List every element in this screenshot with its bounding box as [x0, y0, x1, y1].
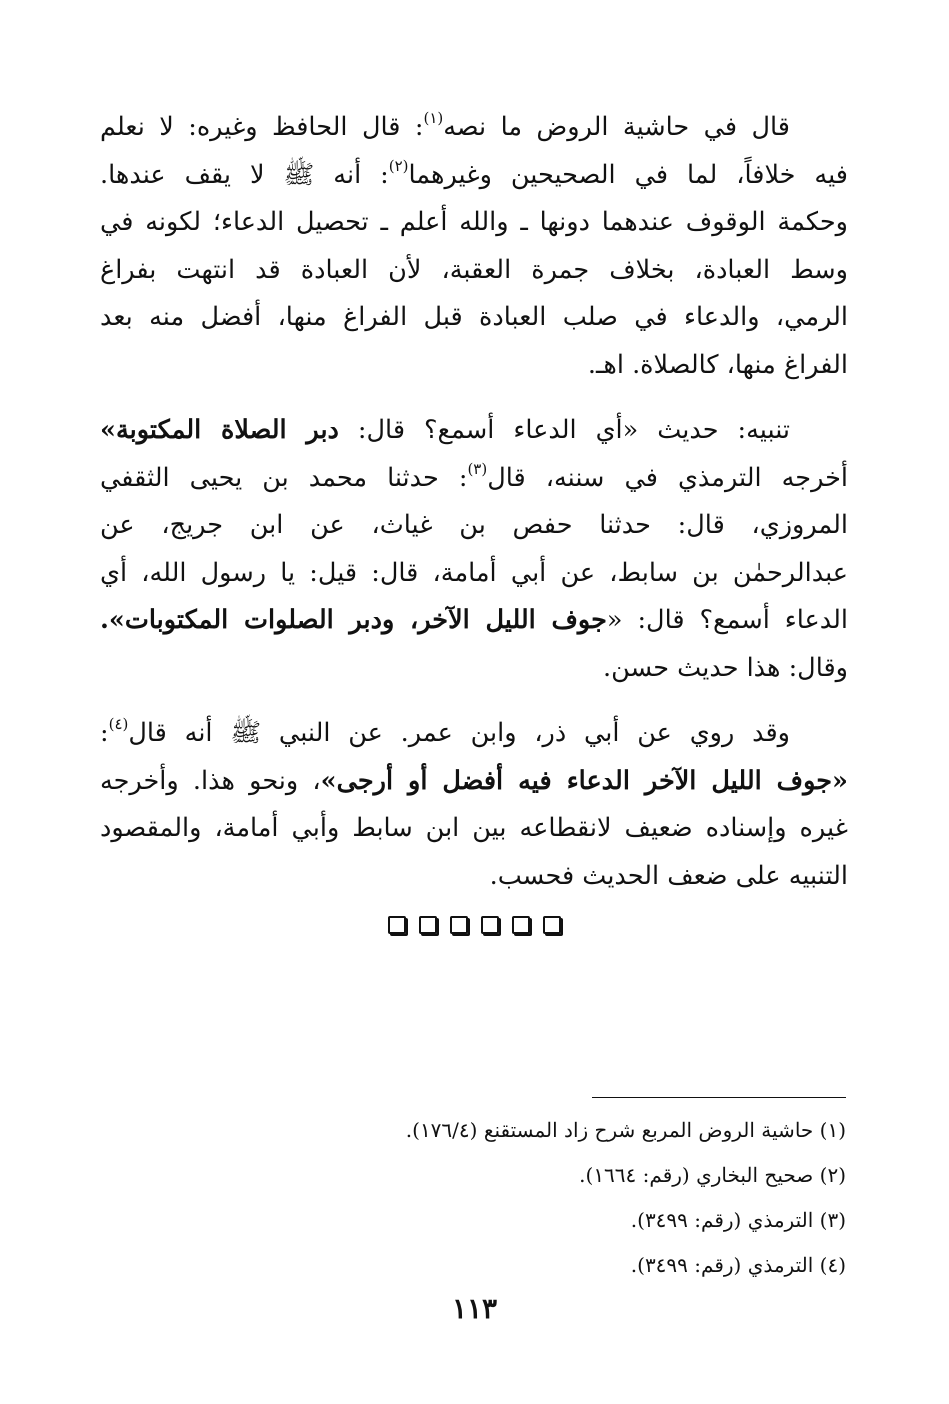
- footnote-1: (١) حاشية الروض المربع شرح زاد المستقنع (١٧٦/٤).: [405, 1118, 846, 1142]
- text-line: التنبيه على ضعف الحديث فحسب.: [489, 860, 848, 891]
- text-line: وقال: هذا حديث حسن.: [603, 652, 848, 683]
- footnote-2: (٢) صحيح البخاري (رقم: ١٦٦٤).: [579, 1163, 846, 1187]
- text-line: تنبيه: حديث «أي الدعاء أسمع؟ قال: دبر الصلاة المكتوبة»: [100, 415, 790, 445]
- footnote-3: (٣) الترمذي (رقم: ٣٤٩٩).: [630, 1208, 846, 1232]
- square-ornament-icon: [419, 916, 437, 934]
- paragraph-3: [100, 710, 848, 900]
- footnote-ref-4: (٤): [108, 715, 129, 733]
- paragraph-1: [100, 104, 848, 389]
- footnote-ref-1: (١): [423, 109, 444, 127]
- text-line: الرمي، والدعاء في صلب العبادة قبل الفراغ منها، أفضل منه بعد: [100, 302, 848, 332]
- square-ornament-icon: [450, 916, 468, 934]
- square-ornament-icon: [481, 916, 499, 934]
- text-line: غيره وإسناده ضعيف لانقطاعه بين ابن سابط وأبي أمامة، والمقصود: [100, 813, 848, 843]
- text-line: قال في حاشية الروض ما نصه$^{(١)}$: قال الحافظ وغيره: لا نعلم: [100, 109, 791, 142]
- text-line: أخرجه الترمذي في سننه، قال$^{(٣)}$: حدثنا محمد بن يحيى الثقفي: [100, 459, 848, 493]
- text-line: فيه خلافاً، لما في الصحيحين وغيرهما$^{(٢)}$: أنه ﷺ لا يقف عندها.: [100, 156, 848, 190]
- text-line: الدعاء أسمع؟ قال: «جوف الليل الآخر، ودبر الصلوات المكتوبات».: [100, 605, 848, 635]
- paragraph-2: [100, 407, 848, 692]
- text-line: وقد روي عن أبي ذر، وابن عمر. عن النبي ﷺ أنه قال$^{(٤)}$:: [100, 715, 790, 748]
- footnote-ref-2: (٢): [388, 156, 409, 175]
- text-line: «جوف الليل الآخر الدعاء فيه أفضل أو أرجى»، ونحو هذا. وأخرجه: [100, 765, 848, 796]
- page-number: ١١٣: [451, 1292, 498, 1325]
- footnote-4: (٤) الترمذي (رقم: ٣٤٩٩).: [630, 1253, 846, 1277]
- square-ornament-icon: [512, 916, 530, 934]
- text-line: عبدالرحمٰن بن سابط، عن أبي أمامة، قال: قيل: يا رسول الله، أي: [100, 557, 848, 588]
- square-ornament-icon: [388, 916, 406, 934]
- section-divider-ornament: [0, 916, 949, 934]
- footnote-ref-3: (٣): [467, 459, 488, 478]
- footnotes: [300, 1108, 846, 1288]
- text-line: وسط العبادة، بخلاف جمرة العقبة، لأن العبادة قد انتهت بفراغ: [100, 254, 848, 285]
- square-ornament-icon: [543, 916, 561, 934]
- text-line: المروزي، قال: حدثنا حفص بن غياث، عن ابن جريج، عن: [100, 510, 848, 540]
- footnote-separator: [592, 1097, 846, 1098]
- text-line: وحكمة الوقوف عندهما دونها ـ والله أعلم ـ تحصيل الدعاء؛ لكونه في: [100, 207, 848, 237]
- text-line: الفراغ منها، كالصلاة. اهـ.: [587, 349, 848, 380]
- main-text: [100, 104, 848, 918]
